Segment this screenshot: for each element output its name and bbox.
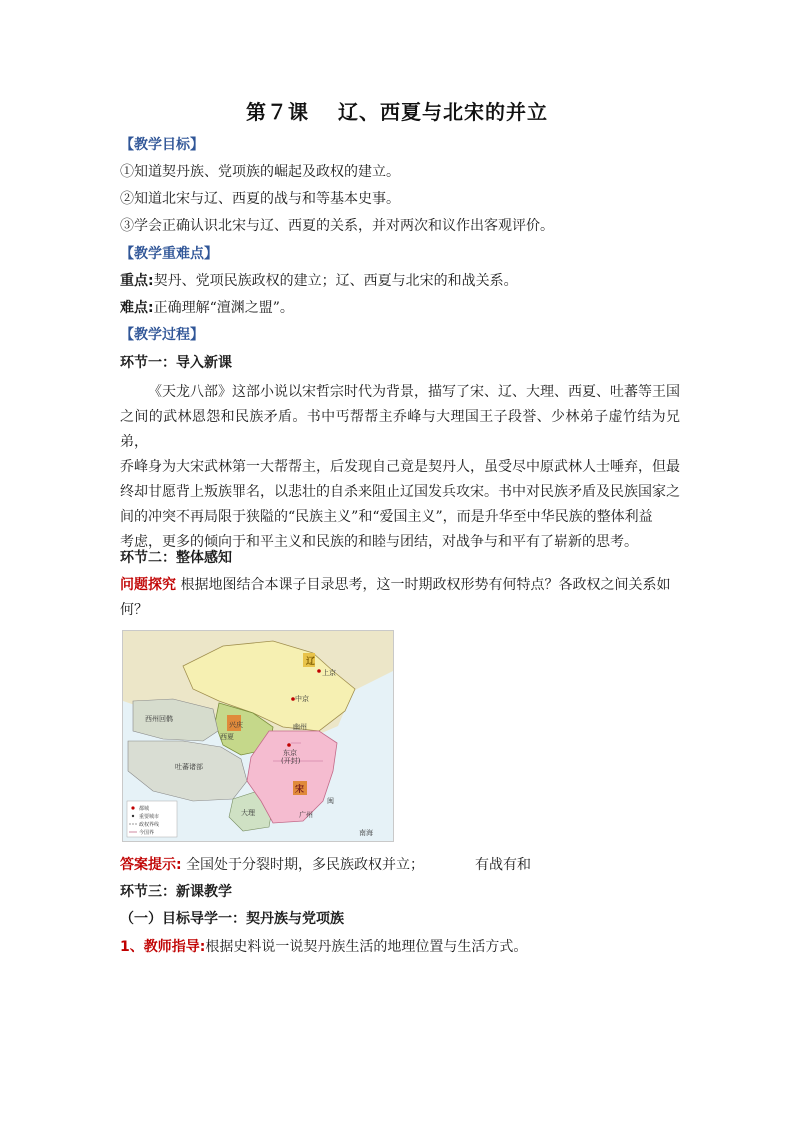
northern-song-era-map <box>122 630 394 842</box>
question-line-2: 何？ <box>120 602 148 618</box>
answer-part-1: 全国处于分裂时期，多民族政权并立； <box>186 857 425 873</box>
teacher-guide-line <box>120 938 680 956</box>
stage-2-heading: 环节二：整体感知 <box>120 550 232 566</box>
objectives-heading: 【教学目标】 <box>120 137 204 153</box>
label-youzhou: 幽州 <box>293 723 307 731</box>
label-xingqing: 兴庆 <box>229 721 243 729</box>
legend-city: 重要城市 <box>139 814 160 820</box>
legend-border: 政权界线 <box>139 822 160 828</box>
label-min: 闽 <box>327 797 334 805</box>
question-label: 问题探究 <box>120 577 176 593</box>
difficult-point-line <box>120 299 680 317</box>
legend-modern: 今国界 <box>139 830 155 836</box>
objective-item-3: ③学会正确认识北宋与辽、西夏的关系，并对两次和议作出客观评价。 <box>120 218 554 234</box>
legend-capital: 都城 <box>139 806 150 812</box>
label-xizhou: 西州回鹘 <box>145 715 173 723</box>
label-dongjing: 东京 <box>283 749 297 757</box>
difficult-label: 难点: <box>120 300 154 316</box>
stage-3-heading: 环节三：新课教学 <box>120 884 232 900</box>
answer-part-2: 有战有和 <box>474 857 531 873</box>
teacher-label: 教师指导: <box>143 939 206 955</box>
teacher-text: 根据史料说一说契丹族生活的地理位置与生活方式。 <box>205 939 528 955</box>
process-heading: 【教学过程】 <box>120 327 204 343</box>
key-label: 重点: <box>120 273 154 289</box>
map-svg <box>123 631 393 841</box>
label-nanhai: 南海 <box>359 829 373 837</box>
label-guangzhou: 广州 <box>299 811 313 819</box>
label-shangjing: 上京 <box>322 669 336 677</box>
intro-line-2: 之间的武林恩怨和民族矛盾。书中丐帮帮主乔峰与大理国王子段誉、少林弟子虚竹结为兄弟， <box>120 409 680 450</box>
key-point-line <box>120 272 680 290</box>
map-legend <box>127 801 177 837</box>
intro-line-3: 乔峰身为大宋武林第一大帮帮主，后发现自己竟是契丹人，虽受尽中原武林人士唾弃，但最 <box>120 459 680 475</box>
lesson-title: 第７课 辽、西夏与北宋的并立 <box>246 100 548 124</box>
key-points-heading: 【教学重难点】 <box>120 246 218 262</box>
label-zhongjing: 中京 <box>295 695 309 703</box>
intro-line-4: 终却甘愿背上叛族罪名，以悲壮的自杀来阻止辽国发兵攻宋。书中对民族矛盾及民族国家之 <box>120 484 680 500</box>
sub-heading-1: （一）目标导学一：契丹族与党项族 <box>120 911 344 927</box>
difficult-text: 正确理解“澶渊之盟”。 <box>153 300 294 316</box>
dongjing-dot <box>287 743 291 747</box>
objective-item-1: ①知道契丹族、党项族的崛起及政权的建立。 <box>120 164 400 180</box>
legend-capital-symbol <box>131 806 134 809</box>
label-dali: 大理 <box>241 809 255 817</box>
label-bianjing: (开封) <box>281 757 301 765</box>
intro-line-5: 间的冲突不再局限于狭隘的“民族主义”和“爱国主义”，而是升华至中华民族的整体利益 <box>120 509 653 525</box>
shangjing-dot <box>317 669 321 673</box>
objective-item-2: ②知道北宋与辽、西夏的战与和等基本史事。 <box>120 191 400 207</box>
question-text-1: 根据地图结合本课子目录思考，这一时期政权形势有何特点？各政权之间关系如 <box>180 577 671 593</box>
answer-label: 答案提示: <box>120 857 182 873</box>
answer-line <box>120 856 680 874</box>
label-xixia: 西夏 <box>220 733 234 741</box>
label-song: 宋 <box>295 785 305 795</box>
intro-line-6: 考虑，更多的倾向于和平主义和民族的和睦与团结，对战争与和平有了崭新的思考。 <box>120 534 638 550</box>
question-line-1 <box>120 576 680 594</box>
intro-paragraph <box>120 380 680 555</box>
label-tubo: 吐蕃诸部 <box>175 763 203 771</box>
teacher-num: 1、 <box>120 939 144 955</box>
stage-1-heading: 环节一：导入新课 <box>120 355 232 371</box>
key-text: 契丹、党项民族政权的建立；辽、西夏与北宋的和战关系。 <box>153 273 518 289</box>
zhongjing-dot <box>291 697 295 701</box>
intro-line-1: 《天龙八部》这部小说以宋哲宗时代为背景，描写了宋、辽、大理、西夏、吐蕃等王国 <box>148 384 680 400</box>
label-liao: 辽 <box>306 657 316 667</box>
legend-city-symbol <box>132 815 134 817</box>
